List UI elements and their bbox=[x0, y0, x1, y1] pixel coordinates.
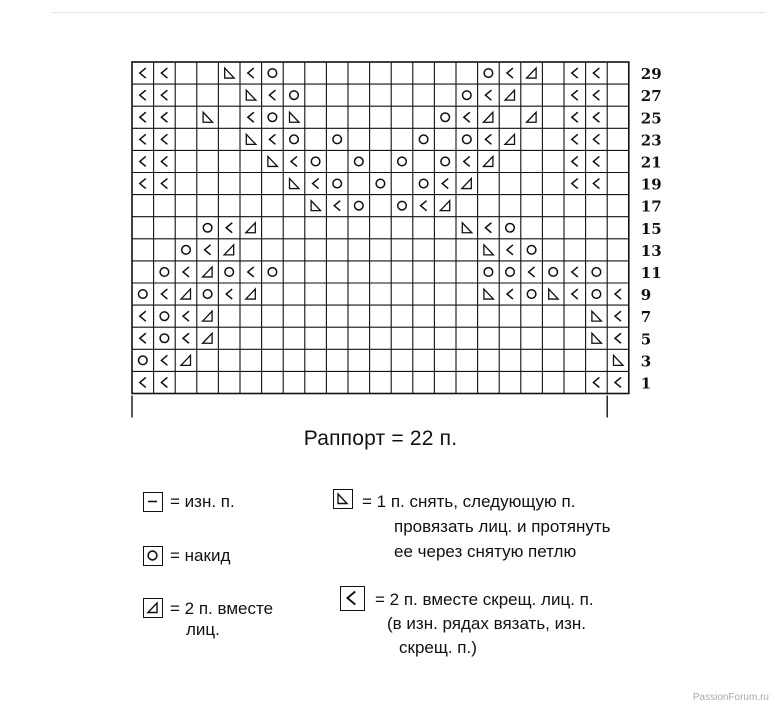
k2tog-twisted-symbol bbox=[572, 90, 578, 100]
legend-line: изн. п. bbox=[184, 492, 235, 511]
k2tog-twisted-symbol bbox=[161, 134, 167, 144]
k2tog-twisted-symbol bbox=[615, 333, 621, 343]
yarn-over-symbol bbox=[376, 179, 385, 188]
k2tog-twisted-symbol bbox=[593, 377, 599, 387]
k2tog-twisted-symbol bbox=[161, 112, 167, 122]
k2tog-twisted-symbol bbox=[183, 333, 189, 343]
k2tog-twisted-symbol bbox=[161, 156, 167, 166]
ssk-symbol bbox=[268, 156, 278, 166]
ssk-symbol bbox=[592, 333, 602, 343]
k2tog-twisted-symbol bbox=[572, 267, 578, 277]
yarn-over-symbol bbox=[355, 157, 364, 166]
row-number-label: 19 bbox=[640, 175, 662, 194]
k2tog-twisted-symbol bbox=[593, 68, 599, 78]
k2tog-symbol bbox=[462, 179, 472, 189]
row-number-label: 7 bbox=[640, 308, 652, 327]
yarn-over-symbol bbox=[398, 201, 407, 210]
yarn-over-symbol bbox=[527, 246, 536, 255]
ssk-icon bbox=[333, 489, 353, 509]
yarn-over-symbol bbox=[225, 268, 234, 277]
row-number-label: 1 bbox=[640, 374, 652, 393]
yarn-over-symbol bbox=[160, 268, 169, 277]
legend-ssk-text bbox=[362, 489, 610, 564]
yarn-over-symbol bbox=[203, 223, 212, 232]
k2tog-twisted-symbol bbox=[615, 311, 621, 321]
row-number-label: 27 bbox=[640, 87, 662, 106]
k2tog-symbol bbox=[440, 201, 450, 211]
k2tog-twisted-symbol bbox=[140, 377, 146, 387]
k2tog-twisted-symbol bbox=[464, 112, 470, 122]
k2tog-twisted-symbol bbox=[334, 201, 340, 211]
yarn-over-symbol bbox=[290, 91, 299, 100]
yarn-over-symbol bbox=[268, 268, 277, 277]
legend-eq: = bbox=[170, 546, 180, 565]
k2tog-twisted-symbol bbox=[183, 267, 189, 277]
k2tog-symbol bbox=[181, 355, 191, 365]
purl-icon bbox=[143, 492, 163, 512]
ssk-symbol bbox=[246, 90, 256, 100]
row-number-label: 21 bbox=[640, 153, 662, 172]
yarn-over-symbol bbox=[419, 179, 428, 188]
ssk-symbol bbox=[592, 311, 602, 321]
k2tog-symbol bbox=[203, 267, 213, 277]
k2tog-twisted-symbol bbox=[161, 90, 167, 100]
k2tog-twisted-symbol bbox=[593, 90, 599, 100]
watermark: PassionForum.ru bbox=[692, 692, 769, 703]
k2tog-twisted-symbol bbox=[269, 134, 275, 144]
legend-eq: = bbox=[362, 492, 372, 511]
ssk-symbol bbox=[246, 134, 256, 144]
k2tog-twisted-symbol bbox=[140, 68, 146, 78]
ssk-symbol bbox=[484, 245, 494, 255]
k2tog-twisted-symbol bbox=[226, 223, 232, 233]
k2tog-twisted-symbol bbox=[615, 377, 621, 387]
k2tog-twisted-symbol bbox=[140, 134, 146, 144]
k2tog-symbol bbox=[527, 112, 537, 122]
ssk-symbol bbox=[290, 179, 300, 189]
legend-line: ее через снятую петлю bbox=[394, 542, 577, 561]
yarn-over-symbol bbox=[506, 223, 515, 232]
yarn-over-symbol bbox=[268, 69, 277, 78]
k2tog-twisted-symbol bbox=[615, 289, 621, 299]
k2tog-symbol bbox=[246, 223, 256, 233]
k2tog-twisted-symbol bbox=[183, 311, 189, 321]
row-number-label: 9 bbox=[640, 286, 652, 305]
ssk-symbol bbox=[614, 355, 624, 365]
k2tog-twisted-symbol bbox=[507, 289, 513, 299]
k2tog-twisted-symbol bbox=[507, 68, 513, 78]
yarn-over-symbol bbox=[160, 312, 169, 321]
yarn-over-symbol bbox=[333, 179, 342, 188]
legend-yarn-over-text bbox=[170, 545, 230, 566]
yarn-over-symbol bbox=[527, 290, 536, 299]
ssk-symbol bbox=[311, 201, 321, 211]
k2tog-twisted-symbol bbox=[248, 267, 254, 277]
legend-eq: = bbox=[170, 599, 180, 618]
k2tog-twisted-symbol bbox=[507, 245, 513, 255]
k2tog-symbol bbox=[505, 90, 515, 100]
legend-line: 2 п. вместе скрещ. лиц. п. bbox=[389, 590, 594, 609]
k2tog-twisted-symbol bbox=[226, 289, 232, 299]
k2tog-twisted-symbol bbox=[572, 134, 578, 144]
row-number-label: 25 bbox=[640, 109, 662, 128]
k2tog-twisted-symbol bbox=[140, 311, 146, 321]
yarn-over-symbol bbox=[592, 268, 601, 277]
row-number-label: 13 bbox=[640, 241, 662, 260]
k2tog-twisted-symbol bbox=[485, 90, 491, 100]
yarn-over-symbol bbox=[441, 157, 450, 166]
yarn-over-symbol bbox=[160, 334, 169, 343]
rapport-label: Раппорт = 22 п. bbox=[303, 427, 458, 450]
k2tog-twisted-symbol bbox=[572, 68, 578, 78]
yarn-over-symbol bbox=[311, 157, 320, 166]
yarn-over-symbol bbox=[419, 135, 428, 144]
legend-line: 2 п. вместе bbox=[184, 599, 274, 618]
legend-line: лиц. bbox=[186, 620, 220, 639]
k2tog-twisted-symbol bbox=[442, 179, 448, 189]
k2tog-icon bbox=[143, 598, 163, 618]
k2tog-twisted-symbol bbox=[313, 179, 319, 189]
legend-line: провязать лиц. и протянуть bbox=[394, 517, 611, 536]
row-number-label: 15 bbox=[640, 219, 662, 238]
k2tog-twisted-symbol bbox=[161, 179, 167, 189]
k2tog-twisted-symbol bbox=[161, 289, 167, 299]
yarn-over-symbol bbox=[398, 157, 407, 166]
yarn-over-symbol bbox=[139, 290, 148, 299]
k2tog-twisted-symbol bbox=[593, 112, 599, 122]
ssk-symbol bbox=[484, 289, 494, 299]
k2tog-twisted-symbol bbox=[161, 377, 167, 387]
legend-line: накид bbox=[184, 546, 231, 565]
row-number-label: 29 bbox=[640, 65, 662, 84]
k2tog-twisted-symbol bbox=[485, 134, 491, 144]
k2tog-twisted-symbol bbox=[529, 267, 535, 277]
k2tog-twisted-symbol bbox=[161, 355, 167, 365]
k2tog-twisted-symbol bbox=[464, 156, 470, 166]
yarn-over-symbol bbox=[484, 268, 493, 277]
legend-eq: = bbox=[170, 492, 180, 511]
k2tog-symbol bbox=[203, 311, 213, 321]
k2tog-twisted-symbol bbox=[291, 156, 297, 166]
row-number-label: 3 bbox=[640, 352, 652, 371]
k2tog-twisted-symbol bbox=[269, 90, 275, 100]
k2tog-twisted-symbol bbox=[421, 201, 427, 211]
yarn-over-symbol bbox=[290, 135, 299, 144]
yarn-over-symbol bbox=[463, 135, 472, 144]
k2tog-twisted-symbol bbox=[140, 156, 146, 166]
yarn-over-symbol bbox=[268, 113, 277, 122]
legend-line: 1 п. снять, следующую п. bbox=[376, 492, 576, 511]
row-number-label: 11 bbox=[640, 263, 662, 282]
k2tog-twisted-icon bbox=[340, 586, 365, 611]
ssk-symbol bbox=[225, 68, 235, 78]
k2tog-twisted-symbol bbox=[140, 179, 146, 189]
k2tog-symbol bbox=[181, 289, 191, 299]
yarn-over-symbol bbox=[355, 201, 364, 210]
k2tog-twisted-symbol bbox=[572, 179, 578, 189]
k2tog-symbol bbox=[483, 112, 493, 122]
yarn-over-symbol bbox=[484, 69, 493, 78]
k2tog-twisted-symbol bbox=[593, 156, 599, 166]
k2tog-symbol bbox=[203, 333, 213, 343]
legend-purl-text bbox=[170, 491, 235, 512]
k2tog-symbol bbox=[505, 134, 515, 144]
yarn-over-symbol bbox=[506, 268, 515, 277]
k2tog-twisted-symbol bbox=[485, 223, 491, 233]
yarn-over-symbol bbox=[203, 290, 212, 299]
yarn-over-symbol bbox=[182, 246, 191, 255]
k2tog-twisted-symbol bbox=[248, 68, 254, 78]
yarn-over-symbol bbox=[139, 356, 148, 365]
k2tog-twisted-symbol bbox=[572, 156, 578, 166]
yarn-over-symbol bbox=[549, 268, 558, 277]
ssk-symbol bbox=[290, 112, 300, 122]
row-number-label: 5 bbox=[640, 330, 652, 349]
ssk-symbol bbox=[462, 223, 472, 233]
row-number-label: 17 bbox=[640, 197, 662, 216]
k2tog-twisted-symbol bbox=[140, 112, 146, 122]
k2tog-twisted-symbol bbox=[572, 112, 578, 122]
k2tog-twisted-symbol bbox=[140, 90, 146, 100]
legend-line: скрещ. п.) bbox=[399, 638, 477, 657]
k2tog-twisted-symbol bbox=[161, 68, 167, 78]
yarn-over-symbol bbox=[592, 290, 601, 299]
k2tog-twisted-symbol bbox=[593, 134, 599, 144]
row-number-label: 23 bbox=[640, 131, 662, 150]
ssk-symbol bbox=[549, 289, 559, 299]
legend-k2tog-text bbox=[170, 598, 273, 640]
yarn-over-symbol bbox=[333, 135, 342, 144]
legend-k2tog-twisted-text bbox=[375, 588, 594, 660]
legend-line: (в изн. рядах вязать, изн. bbox=[387, 614, 587, 633]
yarn-over-icon bbox=[143, 546, 163, 566]
yarn-over-symbol bbox=[463, 91, 472, 100]
yarn-over-symbol bbox=[441, 113, 450, 122]
k2tog-twisted-symbol bbox=[140, 333, 146, 343]
k2tog-symbol bbox=[224, 245, 234, 255]
legend-eq: = bbox=[375, 590, 385, 609]
k2tog-twisted-symbol bbox=[205, 245, 211, 255]
k2tog-symbol bbox=[246, 289, 256, 299]
k2tog-symbol bbox=[483, 156, 493, 166]
ssk-symbol bbox=[203, 112, 213, 122]
k2tog-twisted-symbol bbox=[593, 179, 599, 189]
k2tog-symbol bbox=[527, 68, 537, 78]
k2tog-twisted-symbol bbox=[572, 289, 578, 299]
k2tog-twisted-symbol bbox=[248, 112, 254, 122]
